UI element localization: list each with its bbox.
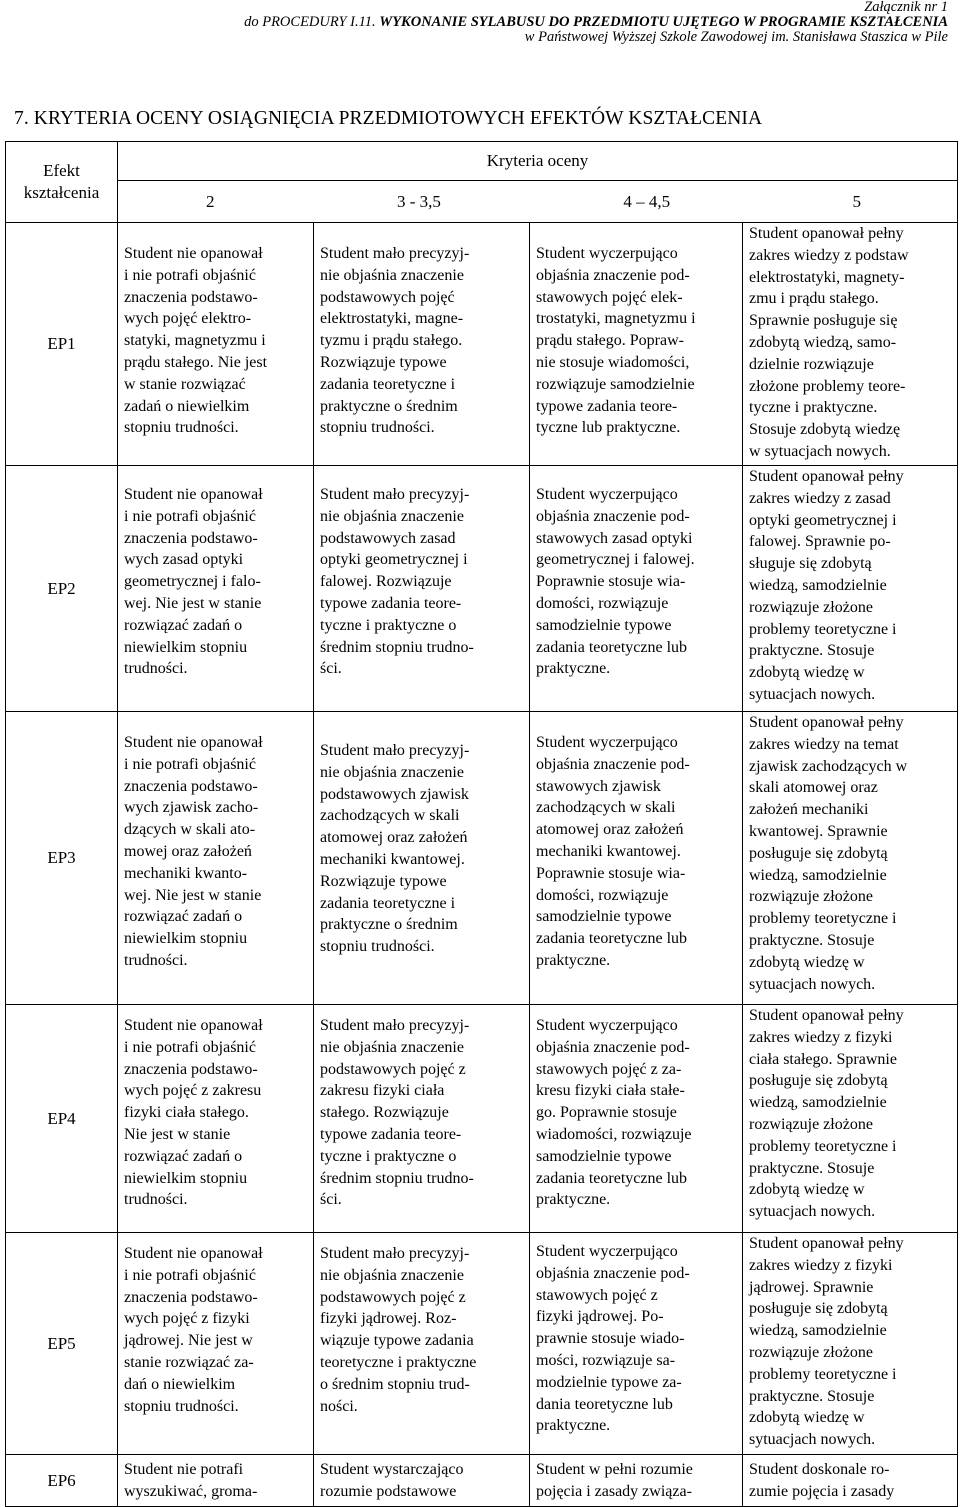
criterion-grade-3: Student mało precyzyj- nie objaśnia znaczenie podstawowych zasad optyki geometrycznej i falowej. Rozwiązuje typowe zadania teore- tyczne i praktyczne o średnim stopniu trudno- ści.: [314, 466, 530, 712]
criterion-grade-5: Student opanował pełny zakres wiedzy z fizyki jądrowej. Sprawnie posługuje się zdobytą wiedzą, samodzielnie rozwiązuje złożone problemy teoretyczne i praktyczne. Stosuje zdobytą wiedzę w sytuacjach nowych.: [743, 1233, 958, 1455]
grade-4: 4 – 4,5: [623, 191, 671, 211]
table-row: [6, 223, 958, 466]
procedure-title: WYKONANIE SYLABUSU DO PRZEDMIOTU UJĘTEGO W PROGRAMIE KSZTAŁCENIA: [379, 14, 948, 30]
table-row: [6, 712, 958, 1005]
criterion-grade-5: Student doskonale ro- zumie pojęcia i zasady: [743, 1455, 958, 1507]
effect-label: EP5: [6, 1233, 118, 1455]
criterion-grade-5: Student opanował pełny zakres wiedzy na temat zjawisk zachodzących w skali atomowej oraz założeń mechaniki kwantowej. Sprawnie posługuje się zdobytą wiedzą, samodzielnie rozwiązuje złożone problemy teoretyczne i praktyczne. Stosuje zdobytą wiedzę w sytuacjach nowych.: [743, 712, 958, 1005]
criterion-grade-4: Student w pełni rozumie pojęcia i zasady związa-: [530, 1455, 743, 1507]
criteria-table: [5, 141, 958, 1507]
table-row: [6, 1005, 958, 1233]
criterion-grade-3: Student mało precyzyj- nie objaśnia znaczenie podstawowych zjawisk zachodzących w skali atomowej oraz założeń mechaniki kwantowej. Rozwiązuje typowe zadania teoretyczne i praktyczne o średnim stopniu trudności.: [314, 712, 530, 1005]
criterion-grade-2: Student nie opanował i nie potrafi objaśnić znaczenia podstawo- wych zasad optyki geometrycznej i falo- wej. Nie jest w stanie rozwiązać zadań o niewielkim stopniu trudności.: [118, 466, 314, 712]
effect-header: Efekt kształcenia: [6, 142, 118, 223]
effect-label: EP2: [6, 466, 118, 712]
criterion-grade-2: Student nie opanował i nie potrafi objaśnić znaczenia podstawo- wych pojęć elektro- statyki, magnetyzmu i prądu stałego. Nie jest w stanie rozwiązać zadań o niewielkim stopniu trudności.: [118, 223, 314, 466]
table-row: [6, 466, 958, 712]
effect-label: EP6: [6, 1455, 118, 1507]
procedure-line: [244, 15, 948, 30]
grades-header: [118, 181, 958, 223]
header-row-2: [6, 181, 958, 223]
criterion-grade-3: Student mało precyzyj- nie objaśnia znaczenie podstawowych pojęć elektrostatyki, magne- tyzmu i prądu stałego. Rozwiązuje typowe zadania teoretyczne i praktyczne o średnim stopniu trudności.: [314, 223, 530, 466]
criterion-grade-2: Student nie potrafi wyszukiwać, groma-: [118, 1455, 314, 1507]
criterion-grade-2: Student nie opanował i nie potrafi objaśnić znaczenia podstawo- wych pojęć z fizyki jądrowej. Nie jest w stanie rozwiązać za- dań o niewielkim stopniu trudności.: [118, 1233, 314, 1455]
effect-label: EP1: [6, 223, 118, 466]
table-row: [6, 1455, 958, 1507]
criterion-grade-5: Student opanował pełny zakres wiedzy z zasad optyki geometrycznej i falowej. Sprawnie po- sługuje się zdobytą wiedzą, samodzielnie rozwiązuje złożone problemy teoretyczne i praktyczne. Stosuje zdobytą wiedzę w sytuacjach nowych.: [743, 466, 958, 712]
criterion-grade-3: Student mało precyzyj- nie objaśnia znaczenie podstawowych pojęć z zakresu fizyki ciała stałego. Rozwiązuje typowe zadania teore- tyczne i praktyczne o średnim stopniu trudno- ści.: [314, 1005, 530, 1233]
procedure-prefix: do PROCEDURY I.11.: [244, 14, 380, 30]
section-title: 7. KRYTERIA OCENY OSIĄGNIĘCIA PRZEDMIOTOWYCH EFEKTÓW KSZTAŁCENIA: [14, 108, 763, 129]
attachment-number: Załącznik nr 1: [864, 0, 948, 15]
header-row-1: [6, 142, 958, 181]
criterion-grade-3: Student wystarczająco rozumie podstawowe: [314, 1455, 530, 1507]
criterion-grade-2: Student nie opanował i nie potrafi objaśnić znaczenia podstawo- wych zjawisk zacho- dzących w skali ato- mowej oraz założeń mechaniki kwanto- wej. Nie jest w stanie rozwiązać zadań o niewielkim stopniu trudności.: [118, 712, 314, 1005]
grade-5: 5: [852, 191, 862, 211]
criterion-grade-5: Student opanował pełny zakres wiedzy z podstaw elektrostatyki, magnety- zmu i prądu stałego. Sprawnie posługuje się zdobytą wiedzą, samo- dzielnie rozwiązuje złożone problemy teore- tyczne i praktyczne. Stosuje zdobytą wiedzę w sytuacjach nowych.: [743, 223, 958, 466]
criterion-grade-4: Student wyczerpująco objaśnia znaczenie pod- stawowych pojęć z za- kresu fizyki ciała stałe- go. Poprawnie stosuje wiadomości, rozwiązuje samodzielnie typowe zadania teoretyczne lub praktyczne.: [530, 1005, 743, 1233]
criterion-grade-4: Student wyczerpująco objaśnia znaczenie pod- stawowych pojęć z fizyki jądrowej. Po- prawnie stosuje wiado- mości, rozwiązuje sa- modzielnie typowe za- dania teoretyczne lub praktyczne.: [530, 1233, 743, 1455]
criterion-grade-2: Student nie opanował i nie potrafi objaśnić znaczenia podstawo- wych pojęć z zakresu fizyki ciała stałego. Nie jest w stanie rozwiązać zadań o niewielkim stopniu trudności.: [118, 1005, 314, 1233]
criterion-grade-4: Student wyczerpująco objaśnia znaczenie pod- stawowych zasad optyki geometrycznej i falowej. Poprawnie stosuje wia- domości, rozwiązuje samodzielnie typowe zadania teoretyczne lub praktyczne.: [530, 466, 743, 712]
attachment-header: [244, 0, 948, 45]
criterion-grade-4: Student wyczerpująco objaśnia znaczenie pod- stawowych zjawisk zachodzących w skali atomowej oraz założeń mechaniki kwantowej. Poprawnie stosuje wia- domości, rozwiązuje samodzielnie typowe zadania teoretyczne lub praktyczne.: [530, 712, 743, 1005]
criterion-grade-4: Student wyczerpująco objaśnia znaczenie pod- stawowych pojęć elek- trostatyki, magnetyzmu i prądu stałego. Popraw- nie stosuje wiadomości, rozwiązuje samodzielnie typowe zadania teore- tyczne lub praktyczne.: [530, 223, 743, 466]
criteria-header: Kryteria oceny: [118, 142, 958, 181]
grade-3: 3 - 3,5: [396, 191, 441, 211]
effect-label: EP3: [6, 712, 118, 1005]
criterion-grade-3: Student mało precyzyj- nie objaśnia znaczenie podstawowych pojęć z fizyki jądrowej. Roz- wiązuje typowe zadania teoretyczne i praktyczne o średnim stopniu trud- ności.: [314, 1233, 530, 1455]
grade-2: 2: [206, 191, 215, 211]
school-line: w Państwowej Wyższej Szkole Zawodowej im. Stanisława Staszica w Pile: [524, 29, 948, 45]
table-row: [6, 1233, 958, 1455]
effect-label: EP4: [6, 1005, 118, 1233]
criterion-grade-5: Student opanował pełny zakres wiedzy z fizyki ciała stałego. Sprawnie posługuje się zdobytą wiedzą, samodzielnie rozwiązuje złożone problemy teoretyczne i praktyczne. Stosuje zdobytą wiedzę w sytuacjach nowych.: [743, 1005, 958, 1233]
